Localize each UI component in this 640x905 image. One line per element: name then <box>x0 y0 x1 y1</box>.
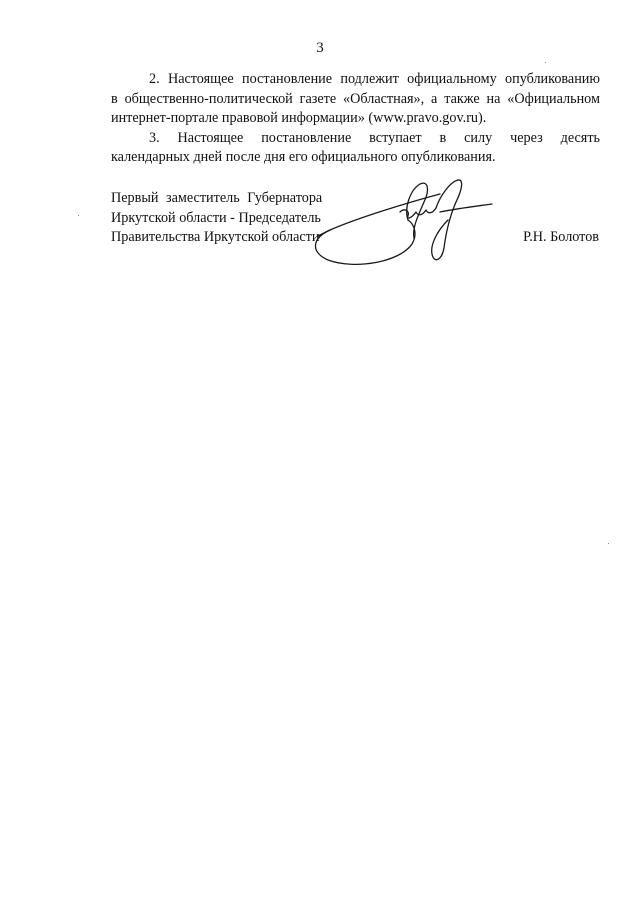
document-body <box>111 70 600 168</box>
handwritten-signature <box>300 172 500 272</box>
paragraph-effective-date <box>111 129 600 168</box>
signer-name: Р.Н. Болотов <box>523 229 599 245</box>
signer-position-line: Правительства Иркутской области <box>111 229 320 245</box>
scan-speck <box>608 543 609 544</box>
paragraph-line: интернет-портале правовой информации» (www.pravo.gov.ru). <box>111 110 487 126</box>
scan-speck <box>545 62 546 63</box>
paragraph-line: календарных дней после дня его официального опубликования. <box>111 149 496 165</box>
signer-position-line: Иркутской области - Председатель <box>111 209 321 226</box>
page-number: 3 <box>316 40 324 56</box>
paragraph-line: 2. Настоящее постановление подлежит официальному опубликованию <box>149 71 600 87</box>
paragraph-publication <box>111 70 600 129</box>
paragraph-line: в общественно-политической газете «Областная», а также на «Официальном <box>111 90 600 107</box>
signer-position <box>111 189 322 248</box>
scan-speck <box>78 215 79 216</box>
paragraph-line: 3. Настоящее постановление вступает в силу через десять <box>149 129 600 146</box>
signer-position-line: Первый заместитель Губернатора <box>111 190 323 206</box>
